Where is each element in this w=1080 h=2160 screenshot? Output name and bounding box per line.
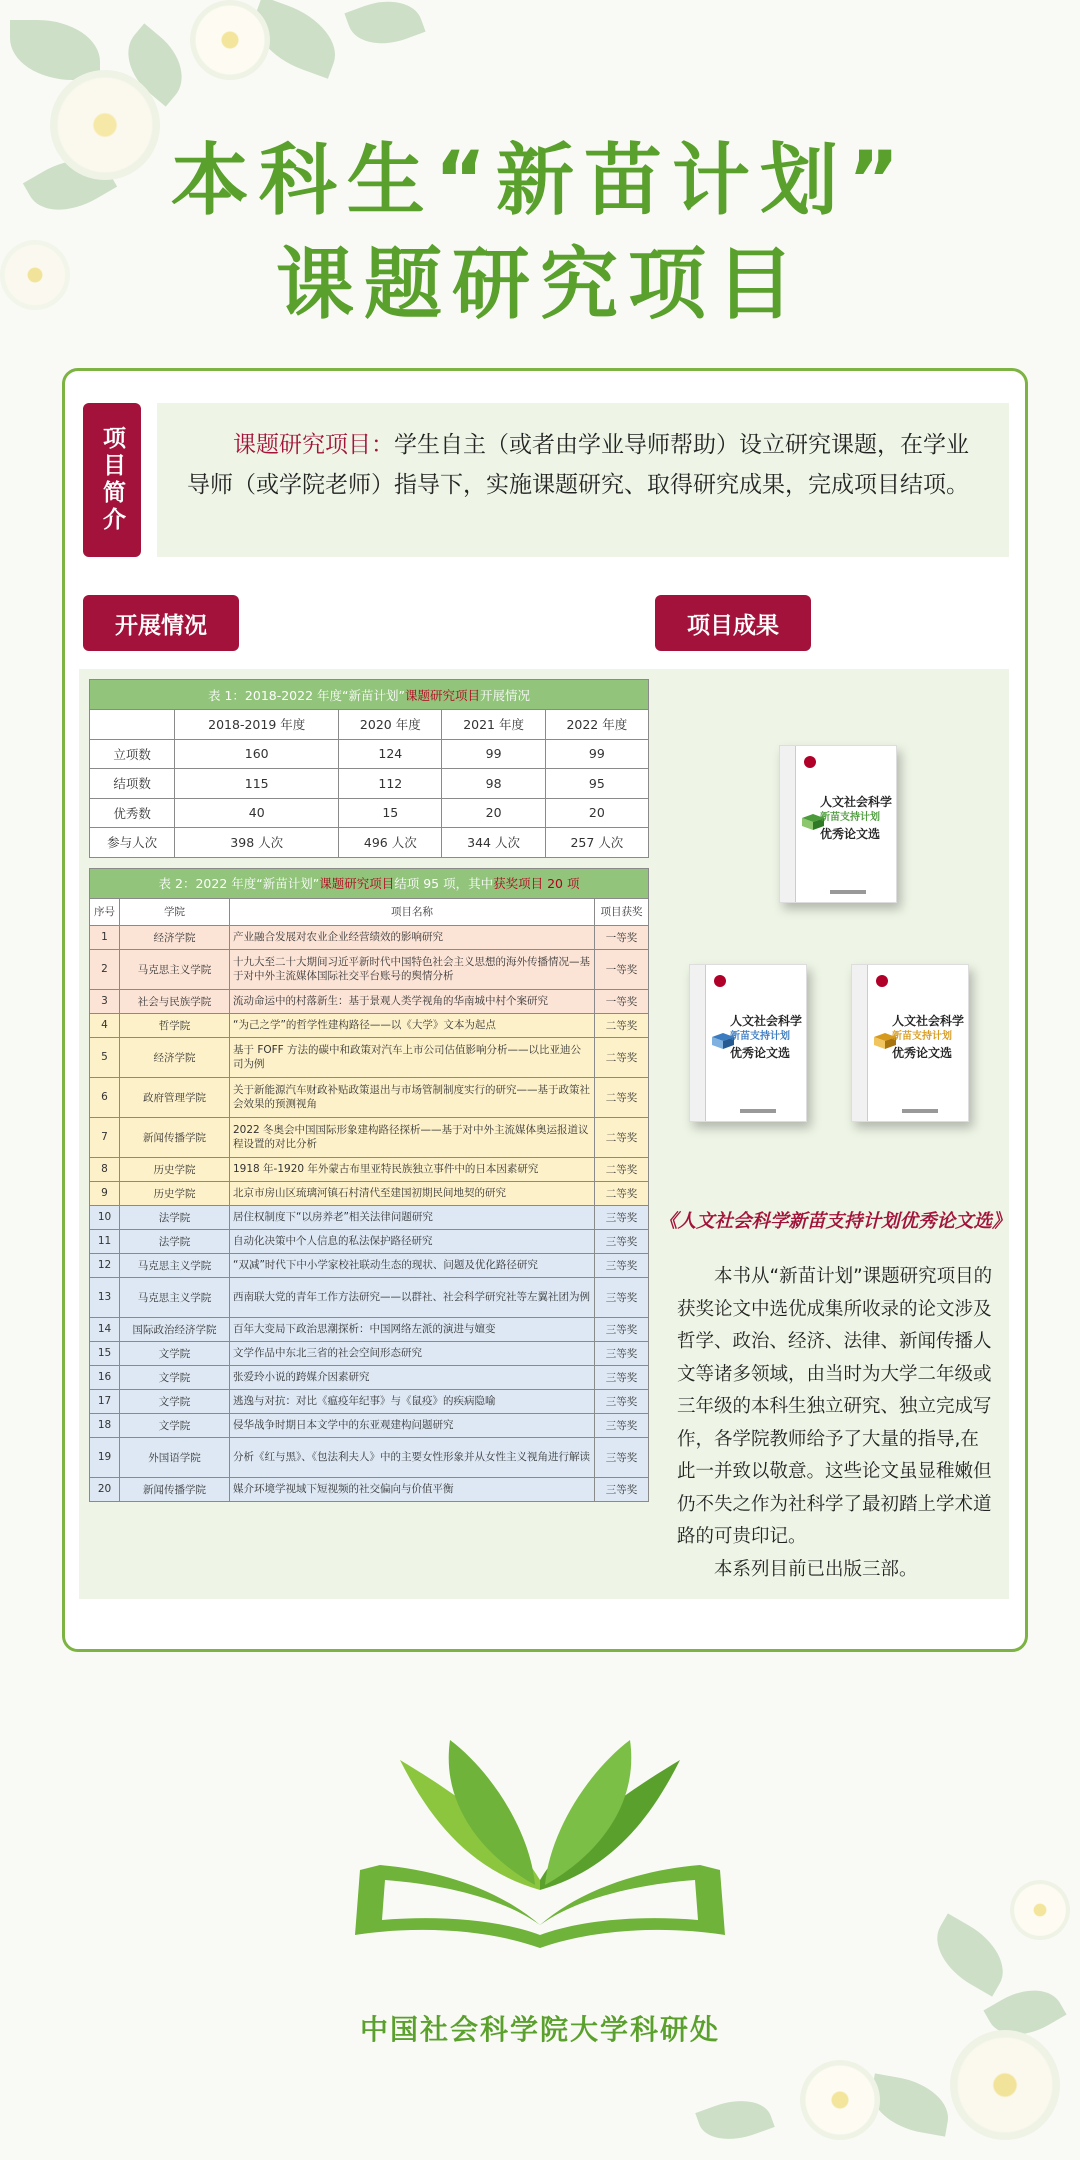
- table2-cell-award: 二等奖: [595, 1037, 649, 1077]
- table-row: [90, 1037, 649, 1077]
- table-row: [90, 1157, 649, 1181]
- table2-cell-name: 基于 FOFF 方法的碳中和政策对汽车上市公司估值影响分析——以比亚迪公司为例: [230, 1037, 595, 1077]
- table2-cell-no: 1: [90, 925, 120, 949]
- table2-cell-award: 三等奖: [595, 1317, 649, 1341]
- table2-cell-no: 4: [90, 1013, 120, 1037]
- table1-header-cell: 2020 年度: [339, 710, 442, 740]
- table-row: [90, 925, 649, 949]
- table2-cell-name: 产业融合发展对农业企业经营绩效的影响研究: [230, 925, 595, 949]
- table2-cell-name: “为己之学”的哲学性建构路径——以《大学》文本为起点: [230, 1013, 595, 1037]
- table2-cell-award: 三等奖: [595, 1365, 649, 1389]
- table1-caption: 表 1：2018-2022 年度“新苗计划”课题研究项目开展情况: [90, 680, 649, 710]
- book-cover-2: 人文社会科学 新苗支持计划 优秀论文选: [689, 964, 807, 1122]
- table2-cell-college: 政府管理学院: [120, 1077, 230, 1117]
- table1-cell: 40: [175, 798, 339, 828]
- table2-cell-award: 二等奖: [595, 1117, 649, 1157]
- table2-cell-college: 国际政治经济学院: [120, 1317, 230, 1341]
- table2-cell-name: 文学作品中东北三省的社会空间形态研究: [230, 1341, 595, 1365]
- table2-cell-no: 6: [90, 1077, 120, 1117]
- table2-cell-no: 5: [90, 1037, 120, 1077]
- table1-cell: 160: [175, 739, 339, 769]
- table2-cell-award: 三等奖: [595, 1277, 649, 1317]
- table1-cell: 115: [175, 769, 339, 799]
- results-area: [659, 669, 1009, 1599]
- table2-cell-college: 新闻传播学院: [120, 1117, 230, 1157]
- table2-cell-no: 18: [90, 1413, 120, 1437]
- open-book-leaf-logo: [340, 1720, 740, 1950]
- table-row: [90, 798, 649, 828]
- table2-cell-name: 关于新能源汽车财政补贴政策退出与市场管制制度实行的研究——基于政策社会效果的预测视角: [230, 1077, 595, 1117]
- table2-header-cell: 序号: [90, 898, 120, 925]
- table2-cell-college: 历史学院: [120, 1181, 230, 1205]
- table2-cell-name: 媒介环境学视域下短视频的社交偏向与价值平衡: [230, 1477, 595, 1501]
- table2-caption: 表 2：2022 年度“新苗计划”课题研究项目结项 95 项，其中获奖项目 20 项: [90, 868, 649, 898]
- table2-cell-no: 7: [90, 1117, 120, 1157]
- table1-cell: 98: [442, 769, 545, 799]
- page-title-line1: 本科生“新苗计划”: [170, 136, 910, 226]
- table2-cell-no: 14: [90, 1317, 120, 1341]
- table2-cell-college: 法学院: [120, 1229, 230, 1253]
- table1-cell: 20: [545, 798, 648, 828]
- table1-header-cell: [90, 710, 175, 740]
- book-description: 本书从“新苗计划”课题研究项目的获奖论文中选优成集所收录的论文涉及哲学、政治、经济、法律、新闻传播人文等诸多领域，由当时为大学二年级或三年级的本科生独立研究、独立完成写作，各学院教师给予了大量的指导,在此一并致以敬意。这些论文虽显稚嫩但仍不失之作为社科学了最初踏上学术道路的可贵印记。: [677, 1266, 993, 1547]
- table1-cell: 15: [339, 798, 442, 828]
- table1-cell: 参与人次: [90, 828, 175, 858]
- table2-cell-college: 经济学院: [120, 925, 230, 949]
- table2-cell-no: 13: [90, 1277, 120, 1317]
- intro-text: 学生自主（或者由学业导师帮助）设立研究课题，在学业导师（或学院老师）指导下，实施课题研究、取得研究成果，完成项目结项。: [187, 432, 969, 498]
- table2-cell-award: 二等奖: [595, 1181, 649, 1205]
- table2-cell-award: 三等奖: [595, 1205, 649, 1229]
- table2-cell-award: 一等奖: [595, 989, 649, 1013]
- book-cover-1: 人文社会科学 新苗支持计划 优秀论文选: [779, 745, 897, 903]
- table1-cell: 优秀数: [90, 798, 175, 828]
- table-row: [90, 1437, 649, 1477]
- tables-area: [79, 669, 659, 1599]
- table-row: [90, 1341, 649, 1365]
- table2-cell-name: 分析《红与黑》、《包法利夫人》中的主要女性形象并从女性主义视角进行解读: [230, 1437, 595, 1477]
- table2-cell-no: 10: [90, 1205, 120, 1229]
- table1-cell: 99: [442, 739, 545, 769]
- table-row: [90, 1277, 649, 1317]
- table2-header-cell: 项目名称: [230, 898, 595, 925]
- table2-cell-college: 法学院: [120, 1205, 230, 1229]
- book-cover-3: 人文社会科学 新苗支持计划 优秀论文选: [851, 964, 969, 1122]
- table-row: [90, 989, 649, 1013]
- table1-header-cell: 2018-2019 年度: [175, 710, 339, 740]
- table2-header-cell: 学院: [120, 898, 230, 925]
- book-series-note: 本系列目前已出版三部。: [714, 1559, 918, 1580]
- table2-cell-name: 北京市房山区琉璃河镇石村清代至建国初期民间地契的研究: [230, 1181, 595, 1205]
- intro-box: [157, 403, 1009, 557]
- table2-cell-no: 20: [90, 1477, 120, 1501]
- table1-cell: 99: [545, 739, 648, 769]
- table-row: [90, 1317, 649, 1341]
- page-title-line2: 课题研究项目: [275, 240, 804, 330]
- table2-cell-name: 1918 年-1920 年外蒙古布里亚特民族独立事件中的日本因素研究: [230, 1157, 595, 1181]
- table2-cell-college: 社会与民族学院: [120, 989, 230, 1013]
- table-row: [90, 739, 649, 769]
- table1-cell: 496 人次: [339, 828, 442, 858]
- table-row: [90, 1253, 649, 1277]
- table2-cell-name: 居住权制度下“以房养老”相关法律问题研究: [230, 1205, 595, 1229]
- table2-cell-college: 文学院: [120, 1365, 230, 1389]
- table2-cell-no: 9: [90, 1181, 120, 1205]
- table2-cell-award: 二等奖: [595, 1077, 649, 1117]
- table2-cell-college: 文学院: [120, 1389, 230, 1413]
- table2-cell-award: 二等奖: [595, 1013, 649, 1037]
- table-row: [90, 1477, 649, 1501]
- table2-cell-name: 西南联大党的青年工作方法研究——以群社、社会科学研究社等左翼社团为例: [230, 1277, 595, 1317]
- table2-cell-award: 三等奖: [595, 1229, 649, 1253]
- table2-cell-award: 三等奖: [595, 1413, 649, 1437]
- table-row: [90, 828, 649, 858]
- table-row: [90, 1229, 649, 1253]
- table2-cell-award: 三等奖: [595, 1253, 649, 1277]
- table2-cell-no: 15: [90, 1341, 120, 1365]
- table2-cell-college: 历史学院: [120, 1157, 230, 1181]
- table1-cell: 结项数: [90, 769, 175, 799]
- content-panel: [62, 368, 1028, 1652]
- table-row: [90, 1117, 649, 1157]
- table-award-projects: [89, 868, 649, 1502]
- table2-cell-no: 19: [90, 1437, 120, 1477]
- section-tag-results: 项目成果: [655, 595, 811, 651]
- table-row: [90, 1413, 649, 1437]
- table2-cell-name: 张爱玲小说的跨媒介因素研究: [230, 1365, 595, 1389]
- book-series-title: 《人文社会科学新苗支持计划优秀论文选》: [659, 1211, 1011, 1232]
- table1-cell: 257 人次: [545, 828, 648, 858]
- table2-cell-no: 3: [90, 989, 120, 1013]
- table2-cell-no: 17: [90, 1389, 120, 1413]
- table2-cell-name: 2022 冬奥会中国国际形象建构路径探析——基于对中外主流媒体奥运报道议程设置的对比分析: [230, 1117, 595, 1157]
- table-row: [90, 1181, 649, 1205]
- table2-cell-award: 三等奖: [595, 1341, 649, 1365]
- table-annual-stats: [89, 679, 649, 858]
- section-tag-progress: 开展情况: [83, 595, 239, 651]
- table2-cell-award: 三等奖: [595, 1437, 649, 1477]
- table2-cell-name: 百年大变局下政治思潮探析：中国网络左派的演进与嬗变: [230, 1317, 595, 1341]
- table-row: [90, 1077, 649, 1117]
- table1-cell: 立项数: [90, 739, 175, 769]
- table-row: [90, 1205, 649, 1229]
- table2-cell-college: 马克思主义学院: [120, 949, 230, 989]
- table1-cell: 124: [339, 739, 442, 769]
- intro-highlight: 课题研究项目：: [233, 432, 394, 458]
- intro-tag: 项目简介: [83, 403, 141, 557]
- table-row: [90, 1013, 649, 1037]
- footer-organization: 中国社会科学院大学科研处: [359, 2013, 720, 2046]
- table2-cell-college: 马克思主义学院: [120, 1253, 230, 1277]
- table1-header-cell: 2021 年度: [442, 710, 545, 740]
- table2-cell-award: 一等奖: [595, 949, 649, 989]
- table2-cell-name: 十九大至二十大期间习近平新时代中国特色社会主义思想的海外传播情况—基于对中外主流媒体国际社交平台账号的舆情分析: [230, 949, 595, 989]
- table-row: [90, 769, 649, 799]
- table2-cell-name: 流动命运中的村落新生：基于景观人类学视角的华南城中村个案研究: [230, 989, 595, 1013]
- table2-cell-no: 12: [90, 1253, 120, 1277]
- table2-cell-no: 16: [90, 1365, 120, 1389]
- table2-cell-name: “双减”时代下中小学家校社联动生态的现状、问题及优化路径研究: [230, 1253, 595, 1277]
- table1-cell: 95: [545, 769, 648, 799]
- table2-cell-award: 三等奖: [595, 1389, 649, 1413]
- table1-header-cell: 2022 年度: [545, 710, 648, 740]
- table2-cell-award: 三等奖: [595, 1477, 649, 1501]
- table2-header-cell: 项目获奖: [595, 898, 649, 925]
- table1-cell: 20: [442, 798, 545, 828]
- table2-cell-name: 自动化决策中个人信息的私法保护路径研究: [230, 1229, 595, 1253]
- table2-cell-name: 侵华战争时期日本文学中的东亚观建构问题研究: [230, 1413, 595, 1437]
- table2-cell-award: 一等奖: [595, 925, 649, 949]
- table2-cell-award: 二等奖: [595, 1157, 649, 1181]
- table2-cell-college: 哲学院: [120, 1013, 230, 1037]
- table1-cell: 112: [339, 769, 442, 799]
- table2-cell-college: 外国语学院: [120, 1437, 230, 1477]
- table2-cell-no: 11: [90, 1229, 120, 1253]
- table-row: [90, 1389, 649, 1413]
- table2-cell-no: 2: [90, 949, 120, 989]
- table2-cell-no: 8: [90, 1157, 120, 1181]
- table-row: [90, 1365, 649, 1389]
- table2-cell-college: 马克思主义学院: [120, 1277, 230, 1317]
- table1-cell: 398 人次: [175, 828, 339, 858]
- table2-cell-name: 逃逸与对抗：对比《瘟疫年纪事》与《鼠疫》的疾病隐喻: [230, 1389, 595, 1413]
- table-row: [90, 949, 649, 989]
- table2-cell-college: 新闻传播学院: [120, 1477, 230, 1501]
- table2-cell-college: 文学院: [120, 1341, 230, 1365]
- table2-cell-college: 经济学院: [120, 1037, 230, 1077]
- table1-cell: 344 人次: [442, 828, 545, 858]
- table2-cell-college: 文学院: [120, 1413, 230, 1437]
